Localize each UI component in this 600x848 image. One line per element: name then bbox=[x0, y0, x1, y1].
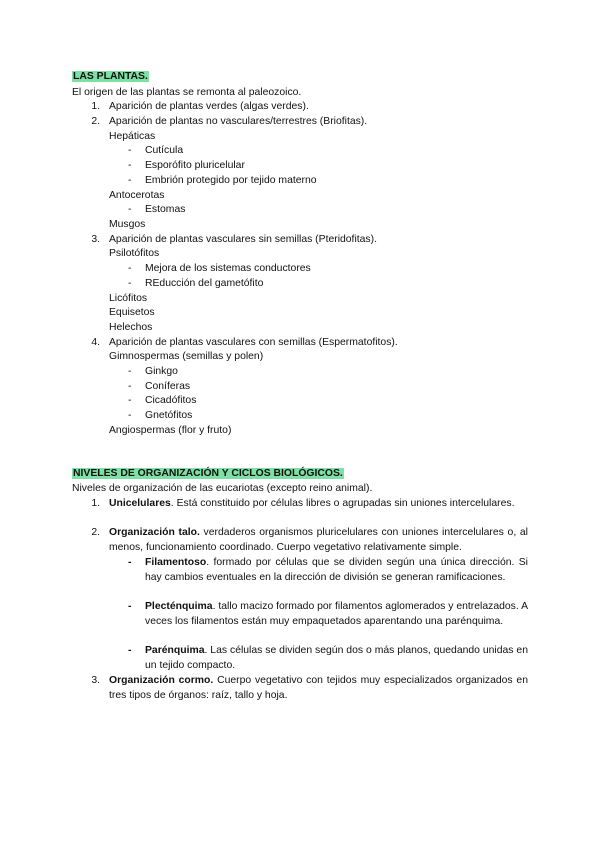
list-item: Aparición de plantas vasculares sin semillas (Pteridofitas). bbox=[109, 234, 377, 245]
group-label-antocerotas: Antocerotas bbox=[109, 190, 165, 201]
sub-item: Esporófito pluricelular bbox=[145, 160, 245, 171]
sub-item bbox=[145, 644, 528, 673]
dash-bullet: - bbox=[128, 381, 132, 392]
item-term: Organización cormo. bbox=[109, 675, 214, 686]
list-number: 3. bbox=[91, 675, 100, 686]
dash-bullet: - bbox=[128, 557, 132, 568]
list-number: 1. bbox=[91, 101, 100, 112]
sub-item: Gnetófitos bbox=[145, 410, 193, 421]
item-text: . formado por células que se dividen según una única dirección. Si hay cambios eventuales en la dirección de división se generan ramificaciones. bbox=[145, 557, 528, 583]
sub-item: Estomas bbox=[145, 204, 186, 215]
sub-item bbox=[145, 600, 528, 629]
list-number: 2. bbox=[91, 527, 100, 538]
list-number: 1. bbox=[91, 498, 100, 509]
group-label-angiospermas: Angiospermas (flor y fruto) bbox=[109, 425, 232, 436]
dash-bullet: - bbox=[128, 160, 132, 171]
list-item: Aparición de plantas no vasculares/terrestres (Briofitas). bbox=[109, 116, 368, 127]
list-item bbox=[109, 497, 528, 512]
sub-item: Ginkgo bbox=[145, 366, 178, 377]
group-label-licofitos: Licófitos bbox=[109, 293, 148, 304]
group-label-equisetos: Equisetos bbox=[109, 307, 155, 318]
section-title-niveles bbox=[72, 467, 344, 482]
dash-bullet: - bbox=[128, 395, 132, 406]
dash-bullet: - bbox=[128, 410, 132, 421]
dash-bullet: - bbox=[128, 366, 132, 377]
dash-bullet: - bbox=[128, 278, 132, 289]
list-number: 4. bbox=[91, 337, 100, 348]
item-text: verdaderos organismos pluricelulares con uniones intercelulares o, al menos, funcionamiento coordinado. Cuerpo vegetativo relativamente simple. bbox=[109, 527, 528, 553]
dash-bullet: - bbox=[128, 263, 132, 274]
list-item: Aparición de plantas verdes (algas verdes). bbox=[109, 101, 309, 112]
list-number: 2. bbox=[91, 116, 100, 127]
item-term: Plecténquima bbox=[145, 601, 213, 612]
list-number: 3. bbox=[91, 234, 100, 245]
sub-item: Cicadófitos bbox=[145, 395, 197, 406]
sub-item: Embrión protegido por tejido materno bbox=[145, 175, 317, 186]
group-label-helechos: Helechos bbox=[109, 322, 153, 333]
list-item: Aparición de plantas vasculares con semillas (Espermatofitos). bbox=[109, 337, 398, 348]
sub-item bbox=[145, 556, 528, 585]
dash-bullet: - bbox=[128, 145, 132, 156]
item-term: Filamentoso bbox=[145, 557, 207, 568]
sub-item: Mejora de los sistemas conductores bbox=[145, 263, 311, 274]
group-label-psilotofitos: Psilotófitos bbox=[109, 248, 160, 259]
dash-bullet: - bbox=[128, 601, 132, 612]
sub-item: REducción del gametófito bbox=[145, 278, 264, 289]
item-term: Parénquima bbox=[145, 645, 205, 656]
section-title-plantas bbox=[72, 70, 149, 85]
item-term: Organización talo. bbox=[109, 527, 200, 538]
item-text: . Las células se dividen según dos o más planos, quedando unidas en un tejido compacto. bbox=[145, 645, 528, 671]
highlighted-heading: NIVELES DE ORGANIZACIÓN Y CICLOS BIOLÓGICOS. bbox=[73, 468, 343, 479]
item-text: . Está constituido por células libres o agrupadas sin uniones intercelulares. bbox=[170, 498, 515, 509]
item-text: . tallo macizo formado por filamentos aglomerados y entrelazados. A veces los filamentos están muy empaquetados aparentando una parénquima. bbox=[145, 601, 528, 627]
dash-bullet: - bbox=[128, 645, 132, 656]
list-item bbox=[109, 526, 528, 555]
group-label-gimnospermas: Gimnospermas (semillas y polen) bbox=[109, 351, 264, 362]
highlighted-heading: LAS PLANTAS. bbox=[73, 71, 148, 82]
intro-text: Niveles de organización de las eucariotas (excepto reino animal). bbox=[72, 483, 373, 494]
list-item bbox=[109, 674, 528, 703]
group-label-musgos: Musgos bbox=[109, 219, 146, 230]
dash-bullet: - bbox=[128, 175, 132, 186]
item-term: Unicelulares bbox=[109, 498, 171, 509]
dash-bullet: - bbox=[128, 204, 132, 215]
intro-text: El origen de las plantas se remonta al paleozoico. bbox=[72, 87, 302, 98]
sub-item: Coníferas bbox=[145, 381, 191, 392]
sub-item: Cutícula bbox=[145, 145, 184, 156]
item-text: Cuerpo vegetativo con tejidos muy especializados organizados en tres tipos de órganos: raíz, tallo y hoja. bbox=[109, 675, 528, 701]
group-label-hepaticas: Hepáticas bbox=[109, 131, 156, 142]
